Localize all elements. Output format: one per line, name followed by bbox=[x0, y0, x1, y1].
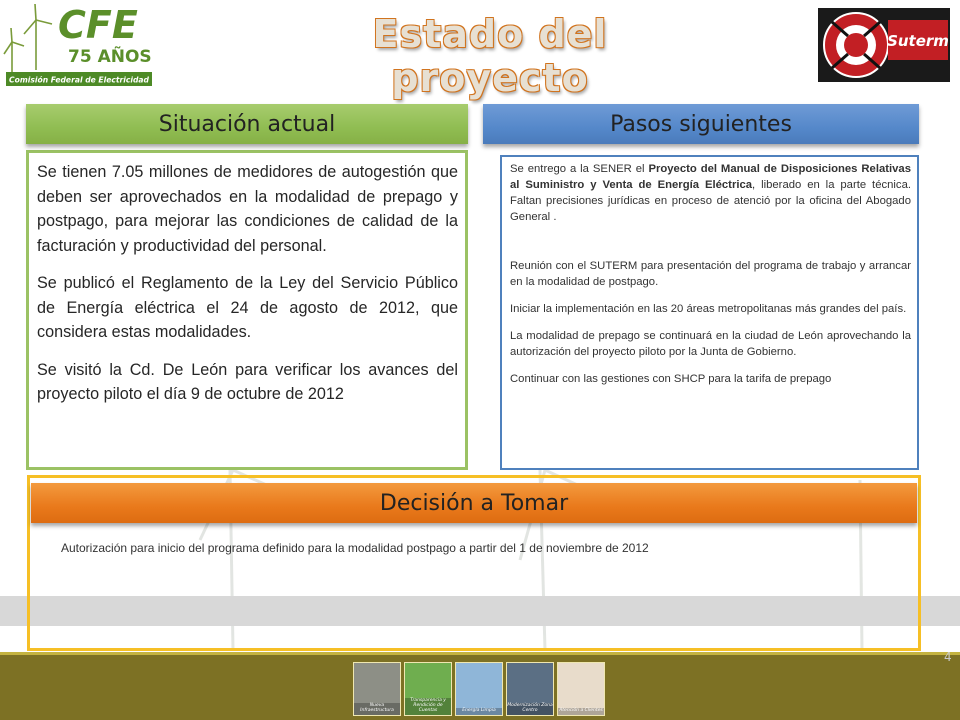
page-number: 4 bbox=[944, 650, 952, 664]
footer-tile-label: Nueva Infraestructura bbox=[354, 703, 400, 715]
pasos-bold-text: Proyecto del Manual de Disposiciones Relativas al Suministro y Venta de Energía Eléctrica bbox=[510, 163, 911, 191]
footer-tile-label: Transparencia y Rendición de Cuentas bbox=[405, 698, 451, 715]
footer-tile bbox=[506, 662, 554, 716]
pasos-paragraph bbox=[510, 161, 911, 225]
situacion-paragraph: Se tienen 7.05 millones de medidores de autogestión que deben ser aprovechados en la modalidad de prepago y postpago, para mejorar las condiciones de calidad de la facturación y productividad del personal. bbox=[37, 163, 458, 255]
cfe-logo-mark: CFE bbox=[58, 3, 138, 47]
situacion-actual-content bbox=[37, 160, 458, 420]
footer-divider bbox=[0, 652, 960, 655]
pasos-paragraph: Reunión con el SUTERM para presentación del programa de trabajo y arrancar en la modalidad de postpago. bbox=[510, 260, 911, 288]
pasos-text: Se entrego a la SENER el bbox=[510, 163, 649, 175]
situacion-paragraph: Se visitó la Cd. De León para verificar los avances del proyecto piloto el día 9 de octubre de 2012 bbox=[37, 360, 458, 403]
footer-tile bbox=[557, 662, 605, 716]
decision-text: Autorización para inicio del programa definido para la modalidad postpago a partir del 1 de noviembre de 2012 bbox=[61, 541, 649, 555]
footer-tile-label: Modernización Zona Centro bbox=[507, 703, 553, 713]
footer-tile bbox=[353, 662, 401, 716]
footer-tiles bbox=[353, 662, 605, 716]
pasos-text: , liberado en la parte técnica. Faltan precisiones jurídicas en proceso de atenció por la oficina del Abogado General . bbox=[510, 179, 911, 223]
footer-tile-label: Atención a Clientes bbox=[559, 708, 603, 713]
cfe-logo bbox=[2, 2, 154, 92]
situacion-actual-heading: Situación actual bbox=[26, 104, 468, 144]
footer-tile bbox=[455, 662, 503, 716]
page-title: Estado del proyecto bbox=[372, 12, 608, 100]
pasos-siguientes-heading: Pasos siguientes bbox=[483, 104, 919, 144]
pasos-siguientes-content bbox=[510, 161, 911, 398]
cfe-logo-years: 75 AÑOS bbox=[68, 47, 152, 67]
pasos-paragraph: Continuar con las gestiones con SHCP para la tarifa de prepago bbox=[510, 373, 832, 385]
pasos-paragraph: La modalidad de prepago se continuará en la ciudad de León aprovechando la autorización del proyecto piloto por la Junta de Gobierno. bbox=[510, 330, 911, 358]
cfe-logo-name: Comisión Federal de Electricidad bbox=[9, 75, 149, 85]
suterm-logo-mark: Suterm bbox=[887, 32, 949, 50]
situacion-paragraph: Se publicó el Reglamento de la Ley del Servicio Público de Energía eléctrica el 24 de agosto de 2012, que considera estas modalidades. bbox=[37, 274, 458, 341]
decision-heading: Decisión a Tomar bbox=[31, 483, 917, 523]
pasos-paragraph: Iniciar la implementación en las 20 áreas metropolitanas más grandes del país. bbox=[510, 303, 907, 315]
suterm-logo bbox=[818, 8, 950, 82]
footer-tile-label: Energía Limpia bbox=[456, 708, 502, 715]
footer-tile bbox=[404, 662, 452, 716]
